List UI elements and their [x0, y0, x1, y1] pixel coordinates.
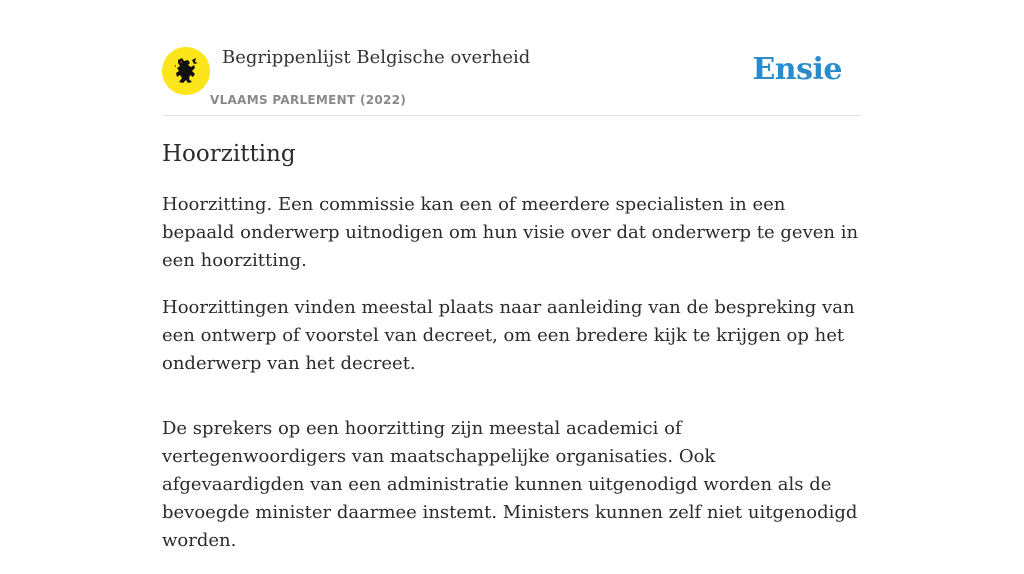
source-header: [162, 46, 862, 116]
source-title[interactable]: Begrippenlijst Belgische overheid: [222, 47, 531, 68]
flemish-lion-icon[interactable]: [162, 47, 210, 95]
definition-paragraph: Hoorzitting. Een commissie kan een of meerdere specialisten in een bepaald onderwerp uitnodigen om hun visie over dat onderwerp te geven in een hoorzitting.: [162, 194, 859, 271]
definition-paragraph: De sprekers op een hoorzitting zijn meestal academici of vertegenwoordigers van maatschappelijke organisaties. Ook afgevaardigden van een administratie kunnen uitgenodigd worden als de bevoegde minister daarmee instemt. Ministers kunnen zelf niet uitgenodigd worden.: [162, 418, 858, 551]
term-heading: Hoorzitting: [162, 141, 296, 167]
ensie-logo-link[interactable]: Ensie: [752, 52, 842, 87]
definition-paragraph: Hoorzittingen vinden meestal plaats naar aanleiding van de bespreking van een ontwerp of voorstel van decreet, om een bredere kijk te krijgen op het onderwerp van het decreet.: [162, 297, 855, 374]
publisher-label: VLAAMS PARLEMENT (2022): [210, 93, 407, 107]
lion-glyph: [171, 56, 201, 86]
entry-content: [162, 138, 862, 574]
